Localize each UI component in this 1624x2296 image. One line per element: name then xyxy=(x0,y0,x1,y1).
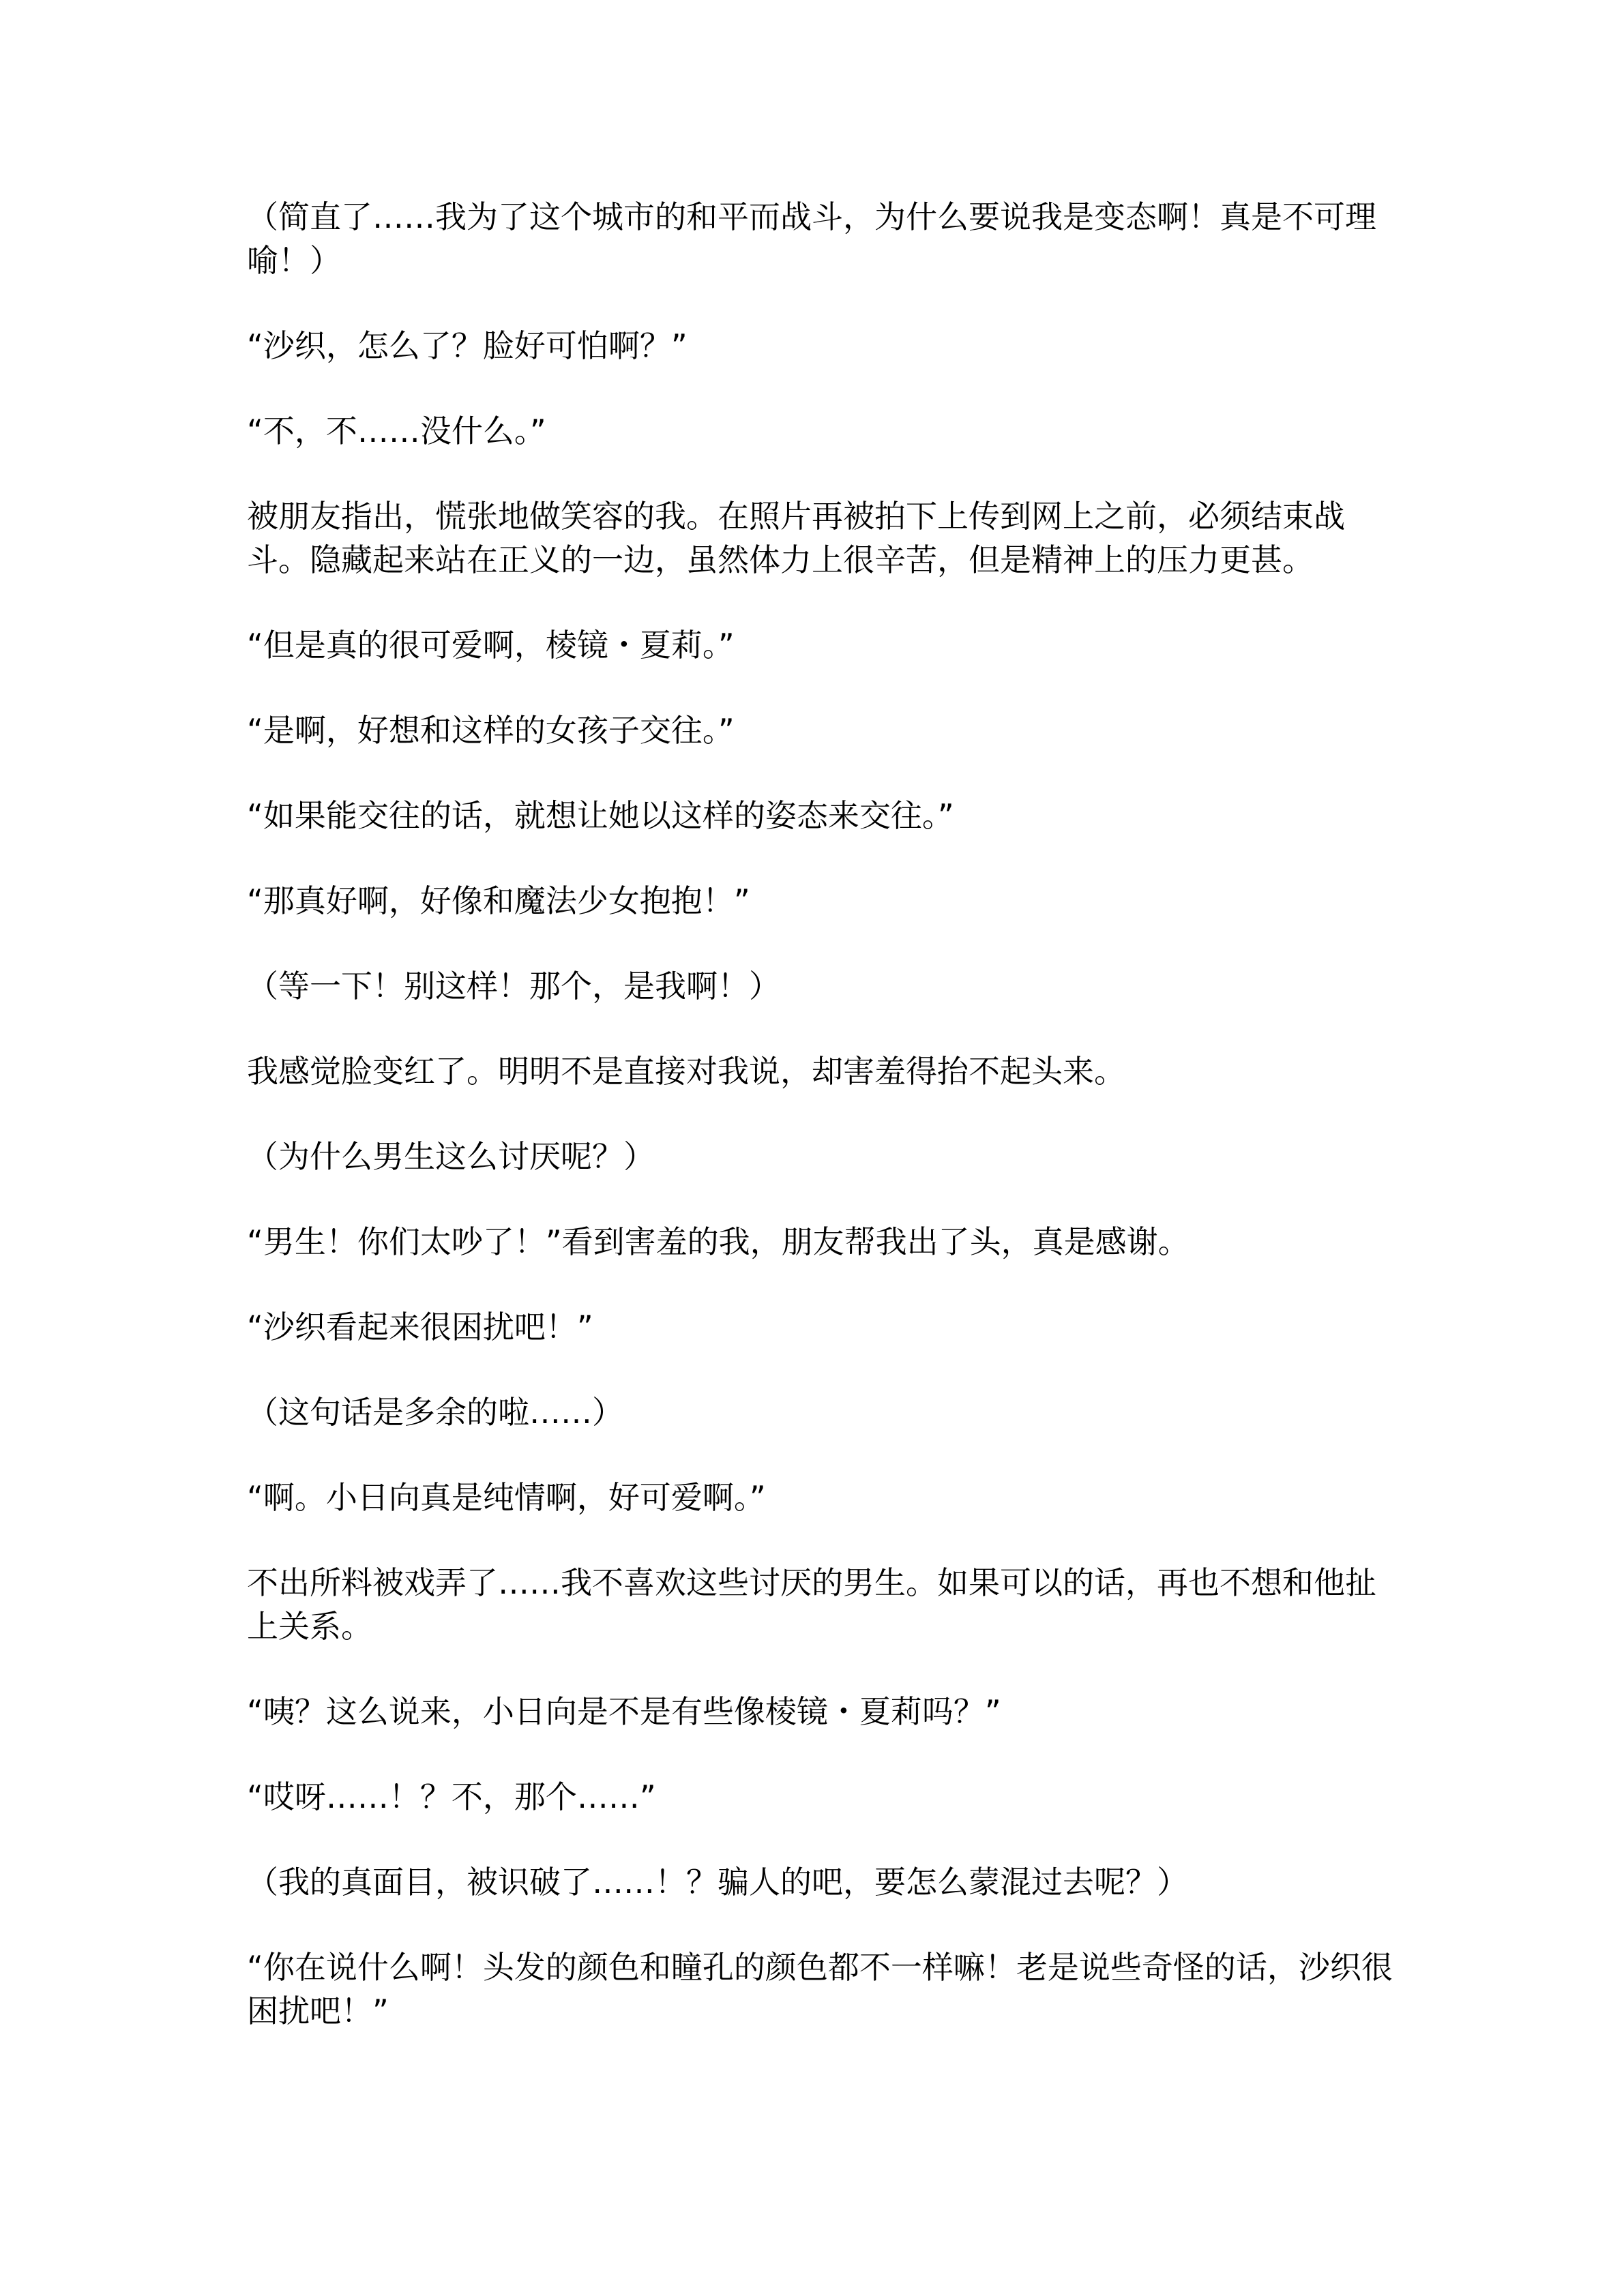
paragraph: 不出所料被戏弄了……我不喜欢这些讨厌的男生。如果可以的话，再也不想和他扯上关系。 xyxy=(247,1564,1376,1645)
paragraph: （等一下！别这样！那个，是我啊！） xyxy=(247,968,780,1004)
paragraph: （我的真面目，被识破了……！？骗人的吧，要怎么蒙混过去呢？） xyxy=(247,1864,1188,1900)
paragraph: 被朋友指出，慌张地做笑容的我。在照片再被拍下上传到网上之前，必须结束战斗。隐藏起来站在正义的一边，虽然体力上很辛苦，但是精神上的压力更甚。 xyxy=(247,498,1345,578)
paragraph: “不，不……没什么。” xyxy=(247,413,546,449)
paragraph: “哎呀……！？不，那个……” xyxy=(247,1778,656,1815)
paragraph: “咦？这么说来，小日向是不是有些像棱镜・夏莉吗？” xyxy=(247,1693,1001,1730)
paragraph: “你在说什么啊！头发的颜色和瞳孔的颜色都不一样嘛！老是说些奇怪的话，沙织很困扰吧！” xyxy=(247,1949,1393,2029)
paragraph: “啊。小日向真是纯情啊，好可爱啊。” xyxy=(247,1479,766,1516)
paragraph: （这句话是多余的啦……） xyxy=(247,1394,623,1431)
paragraph: “沙织看起来很困扰吧！” xyxy=(247,1309,593,1345)
paragraph: “男生！你们太吵了！”看到害羞的我，朋友帮我出了头，真是感谢。 xyxy=(247,1223,1190,1260)
paragraph: （简直了……我为了这个城市的和平而战斗，为什么要说我是变态啊！真是不可理喻！） xyxy=(247,198,1376,279)
document-body xyxy=(247,195,1393,2074)
paragraph: “那真好啊，好像和魔法少女抱抱！” xyxy=(247,882,750,919)
paragraph: 我感觉脸变红了。明明不是直接对我说，却害羞得抬不起头来。 xyxy=(247,1053,1125,1090)
paragraph: “是啊，好想和这样的女孩子交往。” xyxy=(247,712,735,749)
paragraph: “如果能交往的话，就想让她以这样的姿态来交往。” xyxy=(247,797,954,834)
paragraph: “但是真的很可爱啊，棱镜・夏莉。” xyxy=(247,627,735,664)
paragraph: “沙织，怎么了？脸好可怕啊？” xyxy=(247,327,688,364)
paragraph: （为什么男生这么讨厌呢？） xyxy=(247,1138,655,1175)
